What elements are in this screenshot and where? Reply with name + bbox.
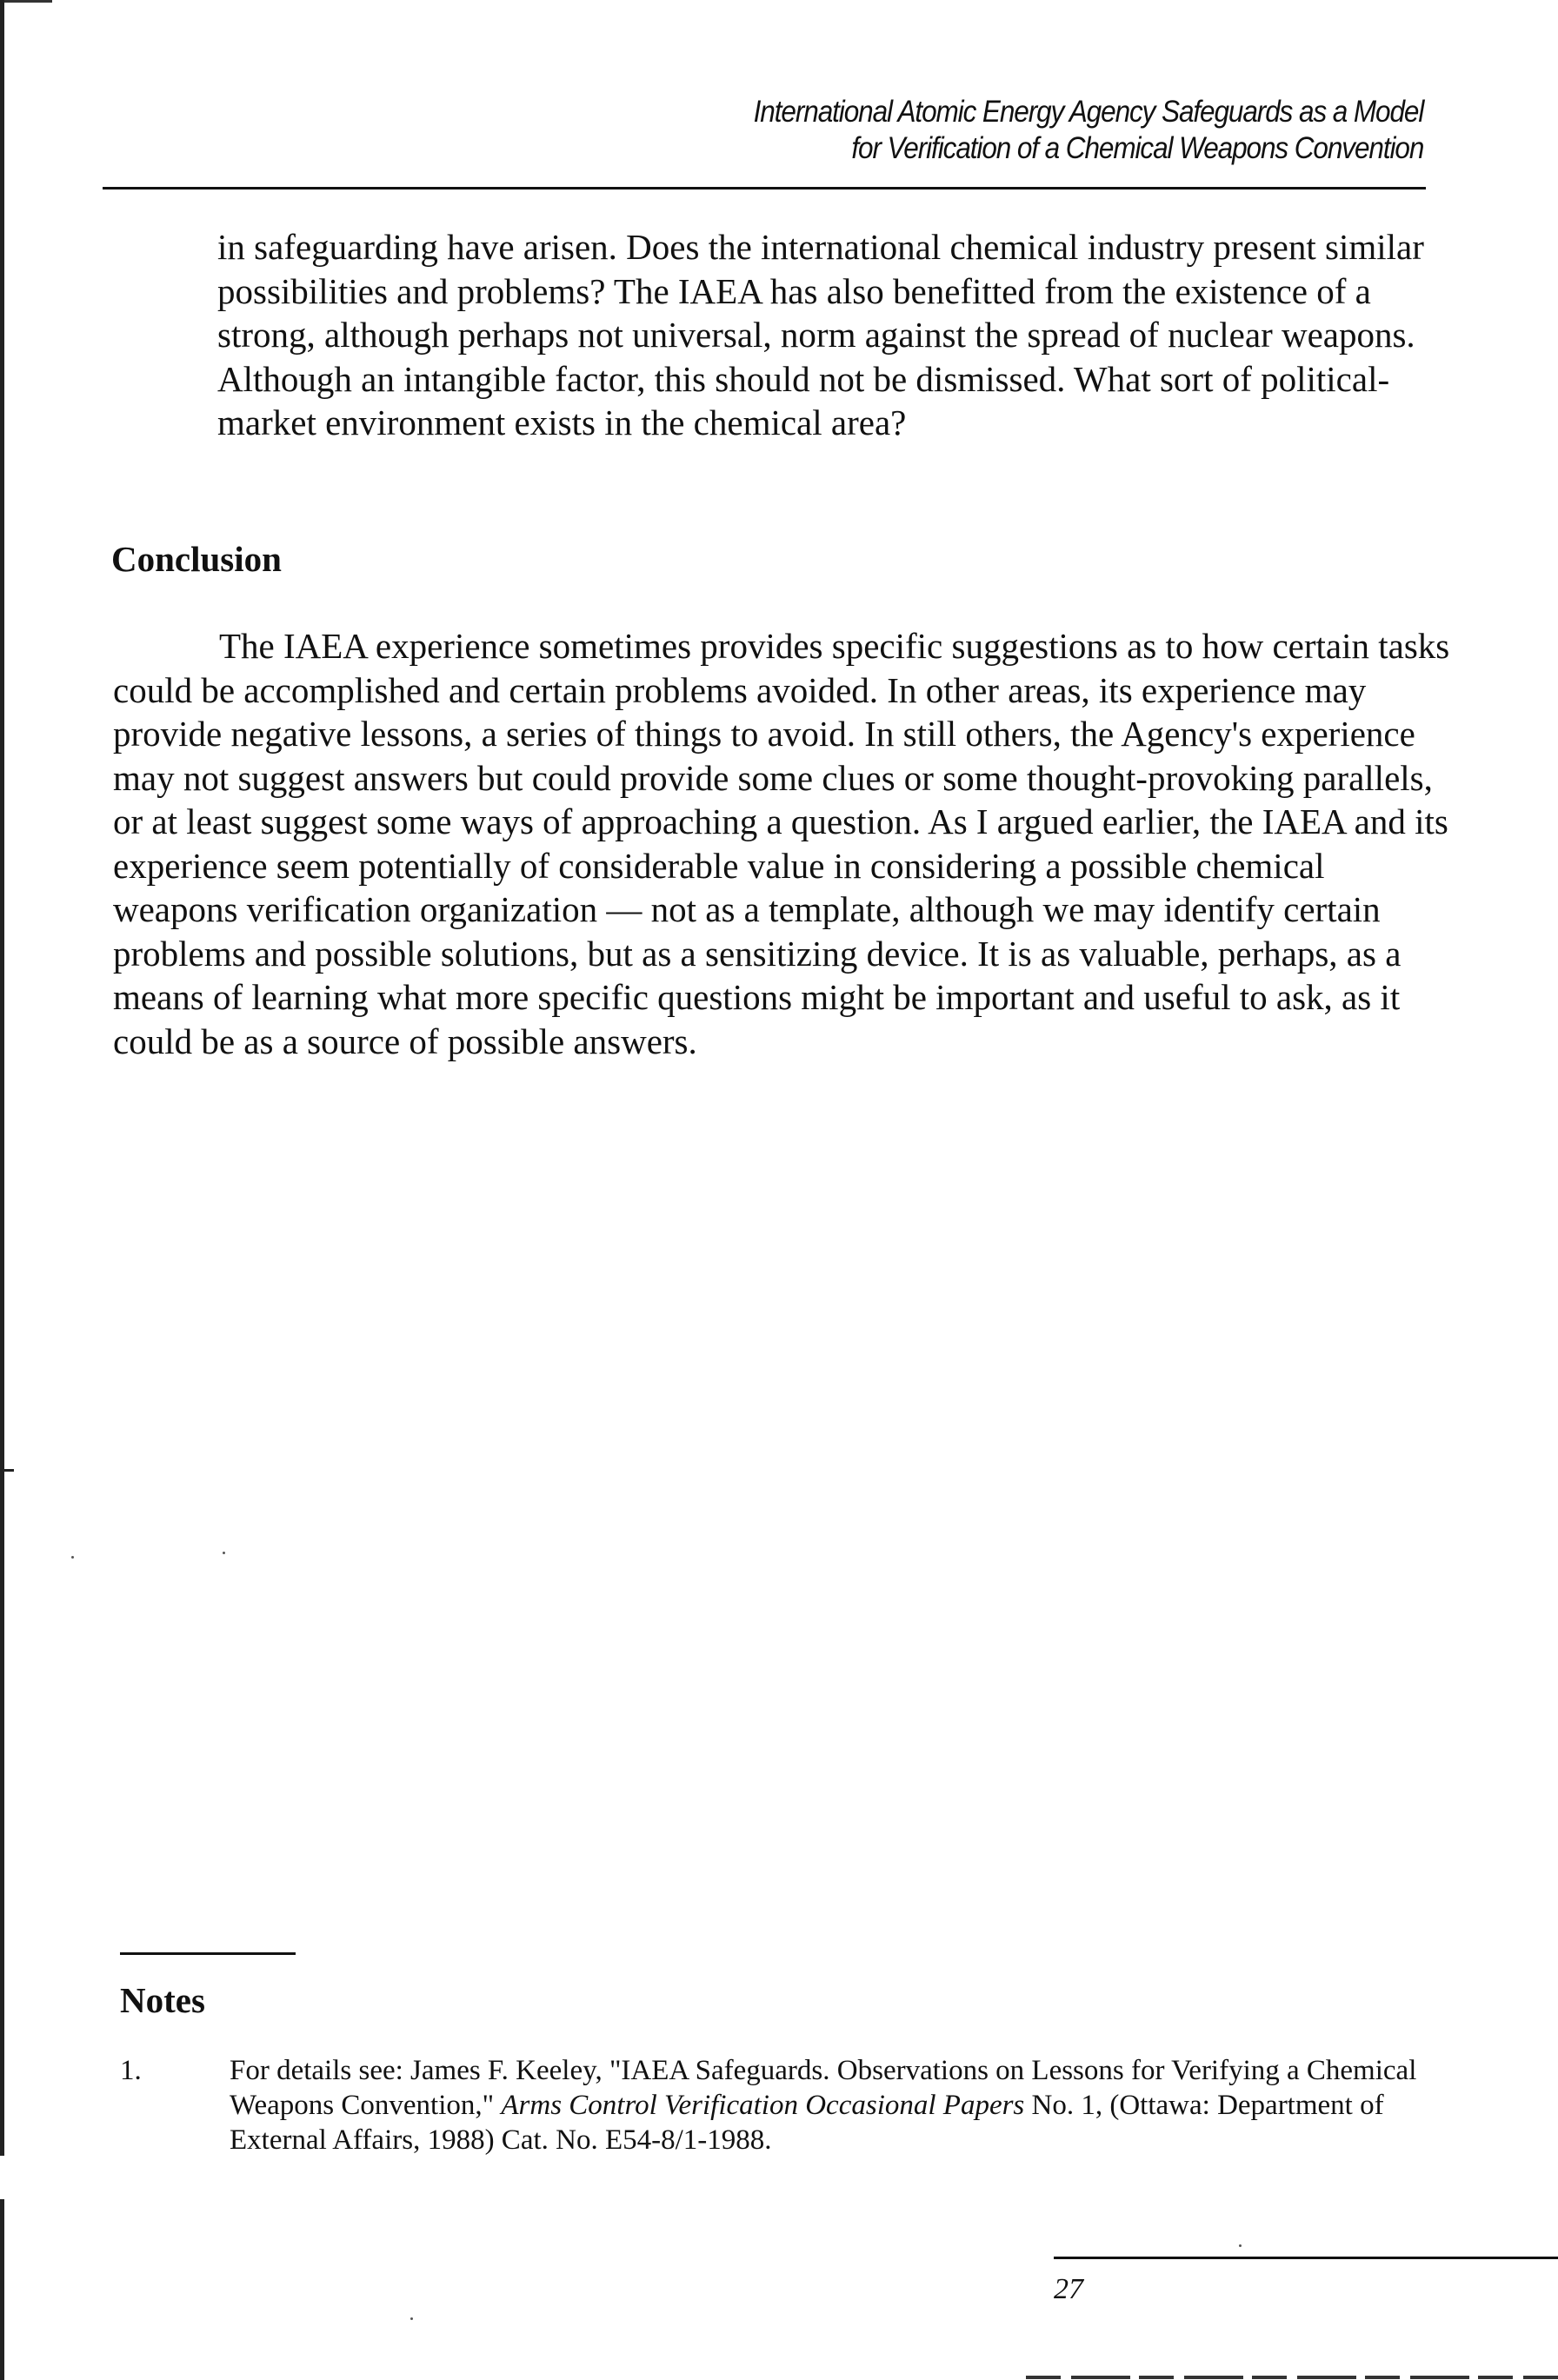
page-number: 27 (1054, 2273, 1083, 2305)
notes-heading: Notes (120, 1980, 205, 2020)
scan-speck (71, 1556, 74, 1559)
scan-speck (410, 2317, 413, 2320)
footnote-publication-title: Arms Control Verification Occasional Papers (501, 2090, 1025, 2121)
footnote-number: 1. (120, 2055, 142, 2086)
footnote-text-after: No. 1, (Ottawa: Department of External Affairs, 1988) Cat. No. E54-8/1-1988. (230, 2090, 1384, 2156)
running-header-line-1: International Atomic Energy Agency Safeguards as a Model (753, 95, 1423, 129)
scan-edge-top (0, 0, 52, 3)
section-heading-conclusion: Conclusion (111, 539, 282, 579)
running-header (753, 94, 1423, 167)
footnote-text-before: For details see: James F. Keeley, "IAEA Safeguards. Observations on Lessons for Verifying a Chemical Weapons Convention," (230, 2055, 1417, 2121)
scan-edge-left-lower (0, 2199, 4, 2380)
notes-rule (120, 1952, 296, 1955)
footnote-text (230, 2053, 1441, 2157)
scan-edge-left (0, 0, 4, 2156)
footer-rule (1054, 2257, 1558, 2259)
header-rule (103, 187, 1426, 189)
scan-speck (223, 1552, 225, 1554)
scan-tick-mark (0, 1469, 14, 1472)
continuation-paragraph: in safeguarding have arisen. Does the international chemical industry present similar possibilities and problems? The IAEA has also benefitted from the existence of a strong, although perhaps not universal, norm against the spread of nuclear weapons. Although an intangible factor, this should not be dismissed. What sort of political-market environment exists in the chemical area? (217, 227, 1424, 442)
scan-edge-bottom (1026, 2376, 1558, 2379)
scan-speck (1239, 2244, 1242, 2247)
running-header-line-2: for Verification of a Chemical Weapons Convention (851, 131, 1423, 165)
conclusion-paragraph: The IAEA experience sometimes provides specific suggestions as to how certain tasks could be accomplished and certain problems avoided. In other areas, its experience may provide negative lessons, a series of things to avoid. In still others, the Agency's experience may not suggest answers but could provide some clues or some thought-provoking parallels, or at least suggest some ways of approaching a question. As I argued earlier, the IAEA and its experience seem potentially of considerable value in considering a possible chemical weapons verification organization — not as a template, although we may identify certain problems and possible solutions, but as a sensitizing device. It is as valuable, perhaps, as a means of learning what more specific questions might be important and useful to ask, as it could be as a source of possible answers. (113, 626, 1450, 1061)
